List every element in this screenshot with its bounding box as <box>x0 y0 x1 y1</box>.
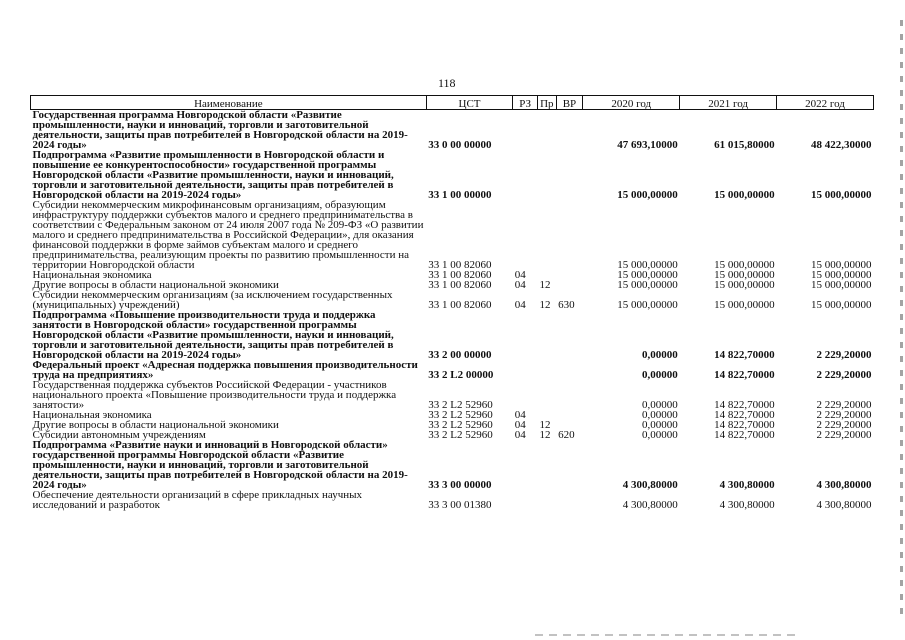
column-header-vr: ВР <box>556 96 583 110</box>
row-pr <box>538 200 557 270</box>
row-name: Подпрограмма «Повышение производительности труда и поддержка занятости в Новгородской области» государственной программы Новгородской области «Развитие промышленности, науки и инноваций, торговли и заготовительной деятельности, защиты прав потребителей в Новгородской области на 2019-2024 годы» <box>32 309 394 361</box>
row-rz: 04 <box>514 409 526 421</box>
table-row <box>31 490 874 510</box>
table-row <box>31 310 874 360</box>
row-2021: 14 822,70000 <box>714 399 775 411</box>
row-2020: 4 300,80000 <box>622 479 678 491</box>
row-vr: 630 <box>558 299 575 311</box>
column-header-2020: 2020 год <box>583 96 680 110</box>
row-2022: 2 229,20000 <box>816 349 872 361</box>
column-header-rz: РЗ <box>513 96 538 110</box>
row-vr <box>556 360 583 380</box>
row-name: Субсидии автономным учреждениям <box>32 429 206 441</box>
row-rz <box>513 310 538 360</box>
column-header-cst: ЦСТ <box>426 96 513 110</box>
row-vr <box>556 150 583 200</box>
table-row <box>31 360 874 380</box>
row-name: Субсидии некоммерческим микрофинансовым организациям, образующим инфраструктуру поддержки субъектов малого и среднего предпринимательства в соответствии с Федеральным законом от 24 июля 2007 года № 209-ФЗ «О развитии малого и среднего предпринимательства в Российской Федерации», для оказания финансовой поддержки в форме займов субъектам малого и среднего предпринимательства, реализующим проекты по развитию промышленности на территории Новгородской области <box>32 199 424 271</box>
column-header-pr: Пр <box>538 96 557 110</box>
row-2020: 0,00000 <box>641 429 678 441</box>
row-name: Подпрограмма «Развитие науки и инноваций в Новгородской области» государственной программы Новгородской области «Развитие промышленности, науки и инноваций, торговли и заготовительной деятельности, защиты прав потребителей в Новгородской области на 2019-2024 годы» <box>32 439 408 491</box>
row-cst: 33 2 L2 52960 <box>428 419 493 431</box>
row-cst: 33 2 L2 52960 <box>428 429 493 441</box>
row-cst: 33 1 00 00000 <box>428 189 492 201</box>
row-2021: 14 822,70000 <box>714 349 775 361</box>
row-2020: 15 000,00000 <box>617 189 678 201</box>
row-2022: 15 000,00000 <box>811 279 872 291</box>
row-pr <box>538 440 557 490</box>
row-2020: 0,00000 <box>641 409 678 421</box>
row-cst: 33 3 00 00000 <box>428 479 492 491</box>
row-name: Обеспечение деятельности организаций в сфере прикладных научных исследований и разработок <box>32 489 363 511</box>
row-2020: 47 693,10000 <box>617 139 678 151</box>
row-name: Государственная программа Новгородской области «Развитие промышленности, науки и инноваций, торговли и заготовительной деятельности, защиты прав потребителей в Новгородской области на 2019-2024 годы» <box>32 109 408 151</box>
row-rz: 04 <box>514 269 526 281</box>
row-2021: 61 015,80000 <box>714 139 775 151</box>
row-2022: 48 422,30000 <box>811 139 872 151</box>
row-vr <box>556 410 583 420</box>
row-rz <box>513 150 538 200</box>
row-name: Другие вопросы в области национальной экономики <box>32 279 279 291</box>
row-2022: 15 000,00000 <box>811 189 872 201</box>
row-2020: 15 000,00000 <box>617 259 678 271</box>
row-pr: 12 <box>539 299 551 311</box>
row-2020: 0,00000 <box>641 419 678 431</box>
row-2021: 14 822,70000 <box>714 429 775 441</box>
row-cst: 33 2 L2 52960 <box>428 399 493 411</box>
row-2022: 4 300,80000 <box>816 499 872 511</box>
row-vr <box>556 380 583 410</box>
row-vr <box>556 270 583 280</box>
scan-edge-artifact <box>900 20 903 620</box>
row-2021: 15 000,00000 <box>714 299 775 311</box>
row-cst: 33 1 00 82060 <box>428 299 492 311</box>
scan-bottom-artifact <box>535 634 795 636</box>
row-name: Подпрограмма «Развитие промышленности в Новгородской области и повышение ее конкурентоспособности» государственной программы Новгородской области «Развитие промышленности, науки и инноваций, торговли и заготовительной деятельности, защиты прав потребителей в Новгородской области на 2019-2024 годы» <box>32 149 394 201</box>
row-name: Субсидии некоммерческим организациям (за исключением государственных (муниципальных) учреждений) <box>32 289 393 311</box>
row-cst: 33 2 L2 52960 <box>428 409 493 421</box>
row-2021: 15 000,00000 <box>714 269 775 281</box>
table-row <box>31 200 874 270</box>
row-2022: 2 229,20000 <box>816 399 872 411</box>
row-2021: 14 822,70000 <box>714 369 775 381</box>
row-pr <box>538 490 557 510</box>
table-row <box>31 290 874 310</box>
row-name: Другие вопросы в области национальной экономики <box>32 419 279 431</box>
row-pr <box>538 360 557 380</box>
row-pr: 12 <box>539 279 551 291</box>
table-row <box>31 380 874 410</box>
row-rz: 04 <box>514 429 526 441</box>
column-header-2021: 2021 год <box>680 96 777 110</box>
row-cst: 33 2 L2 00000 <box>428 369 494 381</box>
row-2022: 2 229,20000 <box>816 419 872 431</box>
row-cst: 33 1 00 82060 <box>428 279 492 291</box>
row-2020: 15 000,00000 <box>617 279 678 291</box>
row-cst: 33 0 00 00000 <box>428 139 492 151</box>
row-2021: 15 000,00000 <box>714 259 775 271</box>
row-2021: 14 822,70000 <box>714 419 775 431</box>
row-2020: 0,00000 <box>641 399 678 411</box>
row-rz <box>513 200 538 270</box>
column-header-name: Наименование <box>31 96 427 110</box>
table-row <box>31 440 874 490</box>
row-2022: 15 000,00000 <box>811 269 872 281</box>
row-vr <box>556 200 583 270</box>
row-vr <box>556 280 583 290</box>
row-2022: 2 229,20000 <box>816 409 872 421</box>
row-rz: 04 <box>514 299 526 311</box>
row-name: Национальная экономика <box>32 409 152 421</box>
table-row <box>31 110 874 151</box>
row-2021: 14 822,70000 <box>714 409 775 421</box>
page-number: 118 <box>438 76 456 90</box>
row-rz <box>513 490 538 510</box>
row-2020: 0,00000 <box>641 349 678 361</box>
row-pr: 12 <box>539 419 551 431</box>
row-rz <box>513 360 538 380</box>
row-name: Федеральный проект «Адресная поддержка повышения производительности труда на предприятиях» <box>32 359 418 381</box>
row-2020: 4 300,80000 <box>622 499 678 511</box>
row-2022: 2 229,20000 <box>816 369 872 381</box>
row-rz: 04 <box>514 419 526 431</box>
row-2020: 15 000,00000 <box>617 269 678 281</box>
table-row <box>31 150 874 200</box>
row-pr: 12 <box>539 429 551 441</box>
row-cst: 33 1 00 82060 <box>428 259 492 271</box>
row-2022: 15 000,00000 <box>811 299 872 311</box>
row-pr <box>538 150 557 200</box>
row-rz <box>513 110 538 151</box>
row-pr <box>538 310 557 360</box>
row-2022: 4 300,80000 <box>816 479 872 491</box>
row-cst: 33 2 00 00000 <box>428 349 492 361</box>
column-header-2022: 2022 год <box>777 96 874 110</box>
row-2021: 15 000,00000 <box>714 279 775 291</box>
row-cst: 33 1 00 82060 <box>428 269 492 281</box>
row-2021: 4 300,80000 <box>719 479 775 491</box>
row-pr <box>538 380 557 410</box>
row-name: Национальная экономика <box>32 269 152 281</box>
table-header-row <box>31 96 874 110</box>
row-pr <box>538 110 557 151</box>
row-2021: 15 000,00000 <box>714 189 775 201</box>
row-vr <box>556 440 583 490</box>
row-2021: 4 300,80000 <box>719 499 775 511</box>
row-vr <box>556 110 583 151</box>
row-2020: 0,00000 <box>641 369 678 381</box>
budget-table <box>30 95 874 510</box>
row-2020: 15 000,00000 <box>617 299 678 311</box>
row-rz: 04 <box>514 279 526 291</box>
row-rz <box>513 440 538 490</box>
row-cst: 33 3 00 01380 <box>428 499 492 511</box>
row-2022: 15 000,00000 <box>811 259 872 271</box>
row-vr: 620 <box>558 429 575 441</box>
row-2022: 2 229,20000 <box>816 429 872 441</box>
row-name: Государственная поддержка субъектов Российской Федерации - участников национального проекта «Повышение производительности труда и поддержка занятости» <box>32 379 397 411</box>
row-rz <box>513 380 538 410</box>
row-vr <box>556 490 583 510</box>
row-vr <box>556 310 583 360</box>
